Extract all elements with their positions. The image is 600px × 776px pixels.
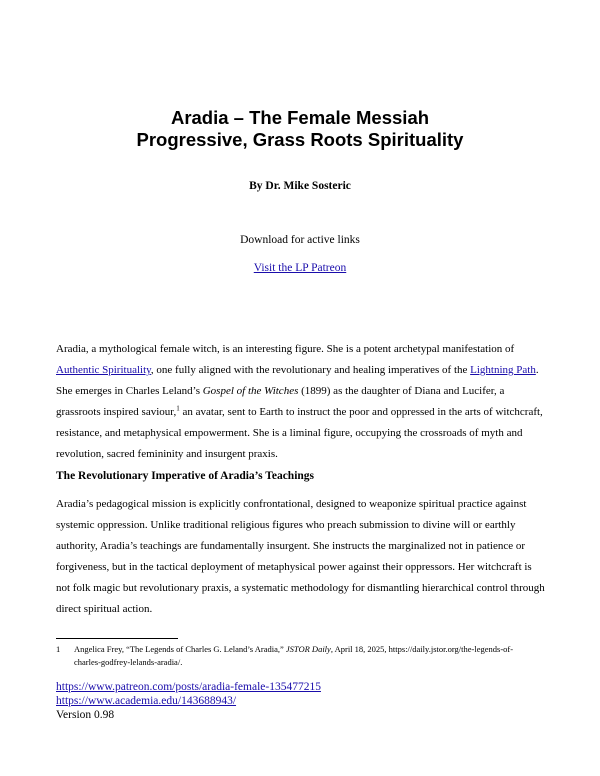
intro-paragraph: Aradia, a mythological female witch, is an interesting figure. She is a potent archetypal manifestation of Authentic Spirituality, one fully aligned with the revolutionary and healing imperatives of the Lightning Path. She emerges in Charles Leland’s Gospel of the Witches (1899) as the daughter of Diana and Lucifer, a grassroots inspired saviour,$^1$ an avatar, sent to Earth to instruct the poor and oppressed in the arts of witchcraft, resistance, and metaphysical empowerment. She is a liminal figure, occupying the crossroads of myth and revolution, sacred femininity and insurgent praxis. [56, 343, 543, 460]
authentic-spirituality-link[interactable]: Authentic Spirituality [56, 364, 151, 376]
footnote-reference[interactable]: 1 [176, 404, 180, 413]
book-title: Gospel of the Witches [202, 385, 299, 397]
footnote-number: 1 [56, 644, 61, 654]
patreon-url-link[interactable]: https://www.patreon.com/posts/aradia-female-135477215 [56, 681, 321, 693]
academia-url-link[interactable]: https://www.academia.edu/143688943/ [56, 695, 237, 707]
version-label: Version 0.98 [56, 709, 115, 721]
author-byline: By Dr. Mike Sosteric [249, 180, 351, 192]
title-line-1: Aradia – The Female Messiah [170, 107, 430, 128]
download-note: Download for active links [240, 234, 360, 246]
footnote: 1 Angelica Frey, “The Legends of Charles G. Leland’s Aradia,” JSTOR Daily, April 18, 2025, https://daily.jstor.org/the-legends-of-charles-godfrey-lelands-aradia/. [56, 644, 514, 667]
journal-title: JSTOR Daily [285, 644, 331, 654]
footnote-divider [56, 638, 178, 639]
section-heading: The Revolutionary Imperative of Aradia’s Teachings [56, 470, 315, 482]
document-title [0, 107, 600, 151]
title-line-2: Progressive, Grass Roots Spirituality [136, 129, 464, 150]
section-paragraph: Aradia’s pedagogical mission is explicitly confrontational, designed to weaponize spiritual practice against systemic oppression. Unlike traditional religious figures who preach submission to divine will or earthly authority, Aradia’s teachings are fundamentally insurgent. She instructs the marginalized not in patience or forgiveness, but in the tactical deployment of metaphysical power against their oppressors. Her witchcraft is not folk magic but revolutionary praxis, a systematic methodology for dismantling hierarchical control through direct spiritual action. [56, 498, 545, 615]
patreon-link[interactable]: Visit the LP Patreon [253, 262, 347, 274]
footer-links [56, 680, 321, 722]
lightning-path-link[interactable]: Lightning Path [470, 364, 536, 376]
